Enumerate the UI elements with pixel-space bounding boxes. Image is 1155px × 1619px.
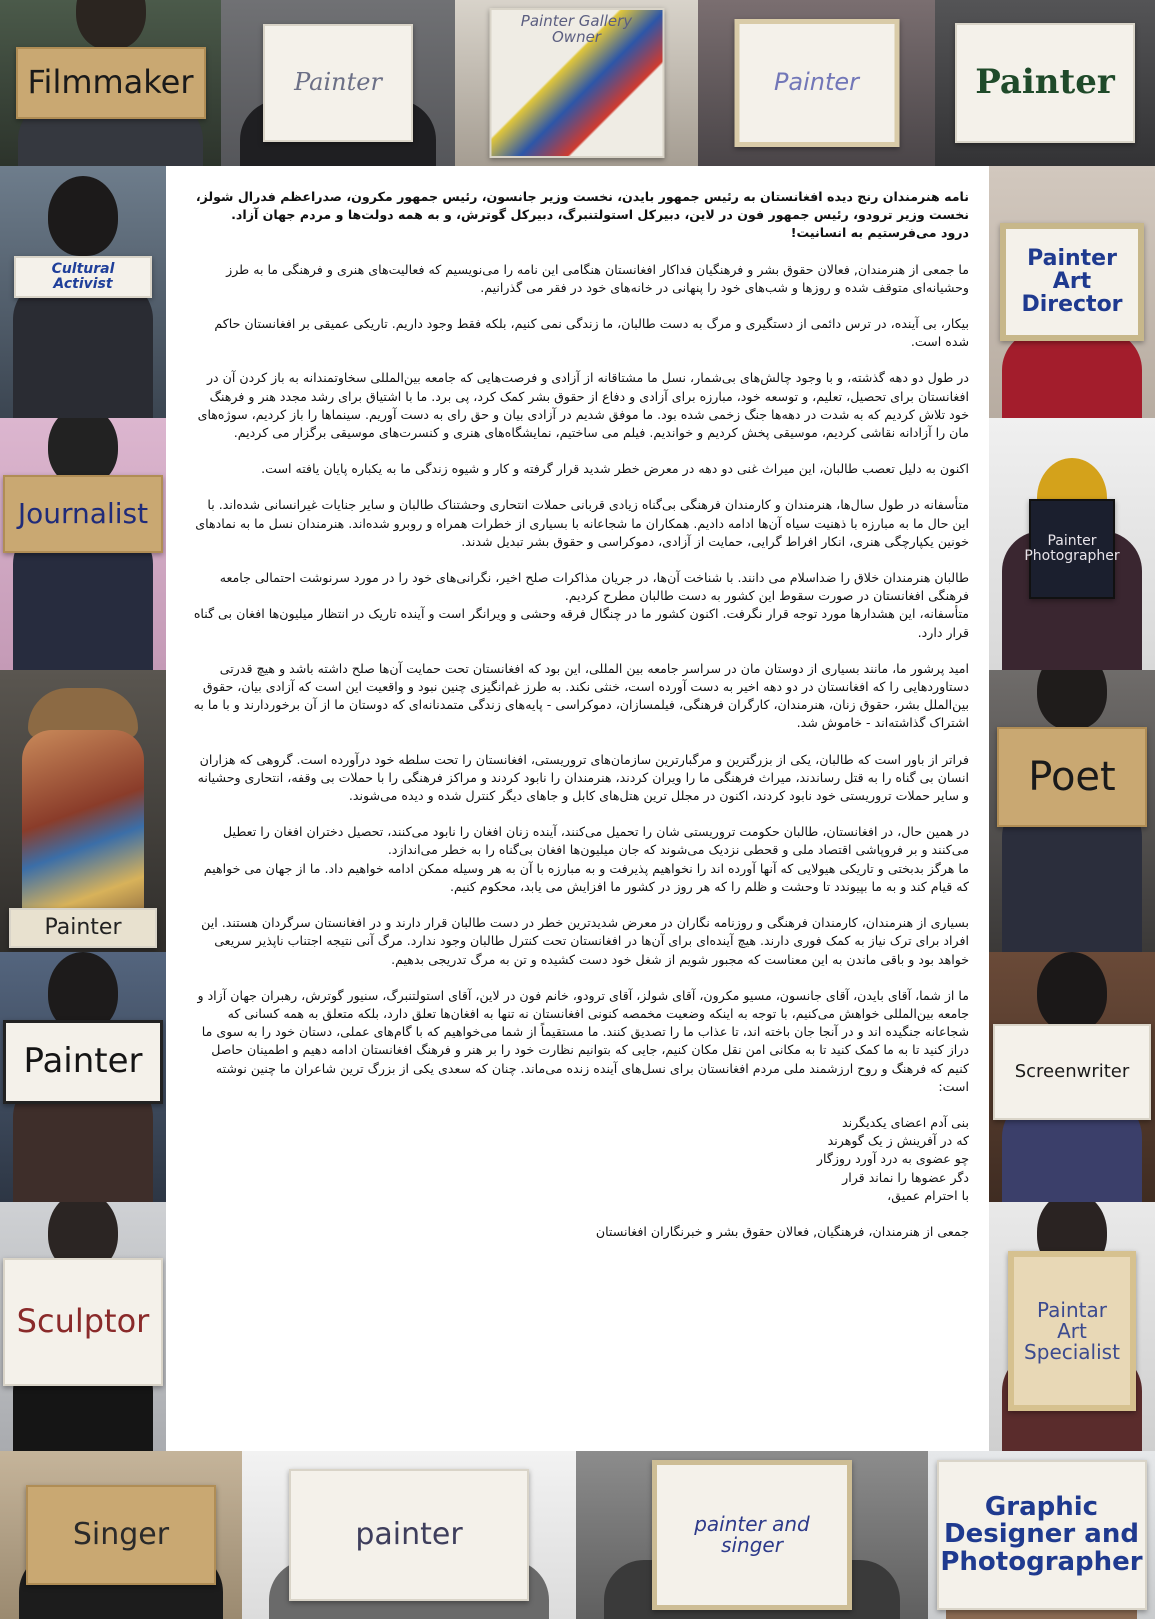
paragraph: بسیاری از هنرمندان، کارمندان فرهنگی و روزنامه نگاران در معرض شدیدترین خطر در دست طالبان قرار دارند و در افغانستان سرگردان هستند. این افراد برای ترک نیاز به کمک فوری دارند. هیچ آینده‌ای برای آن‌ها در افغانستان تحت کنترل طالبان وجود ندارد. مرگ آنی نتیجه اجتناب ناپذیر سریعی خواهد بود و باقی ماندن به این معناست که مجبور شویم از شغل خود دست کشیده و تن به مرگ تدریجی بدهیم. (201, 915, 969, 967)
sign-text: Sculptor (3, 1258, 163, 1386)
photo-poet (989, 670, 1155, 952)
paragraph: در همین حال، در افغانستان، طالبان حکومت تروریستی شان را تحمیل می‌کنند، آینده زنان افغان را نابود می‌کنند، تحصیل دختران افغان را تعطیل می‌کنند و بر فروپاشی اقتصاد ملی و قحطی نزدیک می‌شوند که جان میلیون‌ها افغان بی‌گناه را به خطر می‌اندازد. ما هرگز بدبختی و تاریکی هیولایی که آنها آورده اند را نخواهیم پذیرفت و به مبارزه با آن به هر وسیله ممکن ادامه خواهیم داد. ما از جهان می خواهیم که قیام کند و به ما بپیوندد تا وحشت و ظلم را که هر روز در کشور ما افزایش می یابد، محکوم کنیم. (203, 824, 969, 894)
letter-body (188, 188, 969, 1241)
sign-text: Painter (955, 23, 1135, 143)
paragraph: اکنون به دلیل تعصب طالبان، این میراث غنی دو دهه در معرض خطر شدید قرار گرفته و کار و شیوه زندگی ما به یکباره پایان یافته است. (261, 461, 969, 477)
paragraph: فراتر از باور است که طالبان، یکی از بزرگترین و مرگبارترین سازمان‌های تروریستی، افغانستان را تحت سلطه خود درآورده است. گروهی که هزاران انسان بی گناه را به قتل رساندند، میراث فرهنگی ما را ویران کردند، هنرمندان را نابود کردند و مراکز فرهنگی را با حملات بی وقفه، انتحاری وحشیانه و سایر حملات تروریستی خود نابود کردند، اکنون در مجلل ترین هتل‌های کابل و جاهای دیگر کنترل شده و دیده می‌شوند. (197, 751, 969, 804)
sign-text: Graphic Designer and Photographer (937, 1460, 1147, 1610)
photo-paintar-art-specialist (989, 1202, 1155, 1451)
letter-greeting: درود می‌فرستیم به انسانیت! (790, 225, 969, 241)
sign-text: Screenwriter (993, 1024, 1151, 1120)
sign-text: Painter (734, 19, 899, 147)
paragraph: در طول دو دهه گذشته، و با وجود چالش‌های بی‌شمار، نسل ما مشتاقانه از آزادی و فرصت‌هایی که جامعه بین‌المللی سخاوتمندانه به باز کردن آن در افغانستان برای تحصیل، تعلیم، و توسعه خود، مبارزه برای آزادی و دفاع از حقوق بشر کمک کرد، پی برد. ما با اشتیاق برای رشد مجدد هنر و فرهنگ خود تلاش کردیم که به شدت در دهه‌ها جنگ زخمی شده بود. ما موفق شدیم در آزادی بیان و حق رای به دست آوریم. سینماها را باز کردیم، سوژه‌های مان را آزادانه نقاشی کردیم، موسیقی پخش کردیم و خواندیم. فیلم می ساختیم، نمایشگاه‌های هنری و کنسرت‌های موسیقی برگزار می کردیم. (197, 370, 969, 441)
sign-text: Painter (9, 908, 157, 948)
photo-screenwriter (989, 952, 1155, 1202)
photo-painter-2 (698, 0, 935, 166)
photo-journalist (0, 418, 166, 670)
photo-painter-and-singer (576, 1451, 928, 1619)
sign-text: Singer (26, 1485, 216, 1585)
poem-line: دگر عضوها را نماند قرار (842, 1169, 969, 1185)
poem-line: بنی آدم اعضای یکدیگرند (842, 1114, 969, 1130)
sign-text: Painter (263, 24, 413, 142)
paragraph: ما جمعی از هنرمندان, فعالان حقوق بشر و فرهنگیان فداکار افغانستان هنگامی این نامه را می‌نویسیم که فعالیت‌های هنری و فرهنگی ما به طرز وحشیانه‌ای متوقف شده و روزها و شب‌های خود را پنهانی در خانه‌های خود در فقر می گذرانیم. (226, 261, 969, 295)
letter-address: نامه هنرمندان رنج دیده افغانستان به رئیس جمهور بایدن، نخست وزیر جانسون، رئیس جمهور مکرون، صدراعظم فدرال شولز، نخست وزیر ترودو، رئیس جمهور فون در لاین، دبیرکل استولتنبرگ، دبیرکل گوترش، و به همه دولت‌ها و مردم جهان آزاد. (195, 189, 969, 223)
photo-filmmaker (0, 0, 221, 166)
sign-text: Poet (997, 727, 1147, 827)
poem-line: که در آفرینش ز یک گوهرند (827, 1133, 969, 1149)
sign-text: painter and singer (652, 1460, 852, 1610)
letter-panel (166, 166, 989, 1451)
photo-painter-art-director (989, 166, 1155, 418)
sign-text: Paintar Art Specialist (1008, 1251, 1136, 1411)
closing: با احترام عمیق، (887, 1187, 969, 1203)
photo-painter-photographer (989, 418, 1155, 670)
poem (188, 1114, 969, 1205)
photo-painter-3 (935, 0, 1155, 166)
photo-painter-5 (242, 1451, 576, 1619)
paragraph: بیکار، بی آینده، در ترس دائمی از دستگیری و مرگ به دست طالبان، ما زندگی نمی کنیم، بلکه فقط وجود داریم. تاریکی عمیقی بر افغانستان حاکم شده است. (214, 316, 969, 350)
sign-text: Painter (3, 1020, 163, 1104)
signature: جمعی از هنرمندان، فرهنگیان, فعالان حقوق بشر و خبرنگاران افغانستان (595, 1223, 969, 1239)
photo-painter-4 (0, 952, 166, 1202)
paragraph: متأسفانه در طول سال‌ها، هنرمندان و کارمندان فرهنگی بی‌گناه زیادی قربانی حملات انتحاری وحشتناک طالبان و سایر جنایات غیرانسانی شده‌اند. با این حال ما به مبارزه با ذهنیت سیاه آن‌ها ادامه دادیم. همکاران ما شجاعانه با بسیاری از خطرات همراه و روبرو شده‌اند. هنرمندان نسل ما به نمادهای خونین یکپارچگی هنری، انکار افراط گرایی، حمایت از آزادی، دموکراسی و حقوق بشر تبدیل شدند. (195, 497, 969, 549)
photo-cultural-activist (0, 166, 166, 418)
paragraph: طالبان هنرمندان خلاق را ضداسلام می دانند. با شناخت آن‌ها، در جریان مذاکرات صلح اخیر، نگرانی‌های خود را در مورد سرنوشت احتمالی جامعه فرهنگی افغانستان در صورت سقوط این کشور به دست طالبان مطرح کردیم. متأسفانه، این هشدارها مورد توجه قرار نگرفت. اکنون کشور ما در چنگال فرقه وحشی و ویرانگر است و آینده تاریک در انتظار میلیون‌ها افغان بی گناه قرار دارد. (193, 570, 969, 640)
letter-paragraphs (188, 261, 969, 1096)
sign-text: Cultural Activist (14, 256, 152, 298)
photo-painter-painted-face (0, 670, 166, 952)
sign-text: Painter Art Director (1000, 223, 1144, 341)
photo-singer (0, 1451, 242, 1619)
poem-line: چو عضوی به درد آورد روزگار (816, 1151, 969, 1167)
sign-text: Filmmaker (16, 47, 206, 119)
photo-painter-gallery-owner (455, 0, 698, 166)
paragraph: امید پرشور ما، مانند بسیاری از دوستان مان در سراسر جامعه بین المللی، این بود که افغانستان تحت حمایت آن‌ها صلح داشته باشد و هیچ قدرتی دستاوردهایی را که افغانستان در دو دهه اخیر به دست آورده است، خنثی نکند. به طرز غم‌انگیزی چنین نبود و واقعیت این است که آزادی بیان، حقوق بین‌الملل بشر، حقوق زنان، هنرمندان، کارگران فرهنگی، فیلمسازان، دموکراسی - پایه‌های زندگی متمدنانه‌ای که دوستان ما از آن برخوردارند و با ما به اشتراک گذاشته‌اند - خاموش شد. (193, 660, 969, 731)
sign-text: Painter Photographer (1029, 499, 1115, 599)
sign-text: painter (289, 1469, 529, 1601)
photo-graphic-designer-photographer (928, 1451, 1155, 1619)
painting: Painter Gallery Owner (489, 8, 664, 158)
sign-text: Journalist (3, 475, 163, 553)
letter-header (188, 188, 969, 243)
paragraph: ما از شما، آقای بایدن، آقای جانسون، مسیو مکرون، آقای شولز، آقای ترودو، خانم فون در لاین، آقای استولتنبرگ، سنیور گوترش، رهبران جهان آزاد و جامعه بین‌المللی خواهش می‌کنیم، با توجه به اینکه وضعیت مخمصه کنونی افغانستان نه تنها به افغان‌ها تعلق دارد، بلکه متعلق به همه کسانی که شجاعانه جنگیده اند و در آنجا جان باخته اند، تا عذاب ما را تصدیق کنند. ما مستقیماً از شما می‌خواهیم که با گام‌های عملی، دستان خود را به سوی ما دراز کنید تا به ما کمک کنید تا به مکانی امن نقل مکان کنیم، جایی که بتوانیم نظارت خود را بر هنر و فرهنگ افغانستان ادامه دهیم و اطمینان حاصل کنیم که فرهنگ و روح ارزشمند ملی مردم افغانستان برای نسل‌های آینده زنده می‌ماند. چنان که سعدی یکی از بزرگ ترین شاعران ما چنین نوشته است: (197, 987, 969, 1094)
photo-sculptor (0, 1202, 166, 1451)
photo-painter-1 (221, 0, 455, 166)
